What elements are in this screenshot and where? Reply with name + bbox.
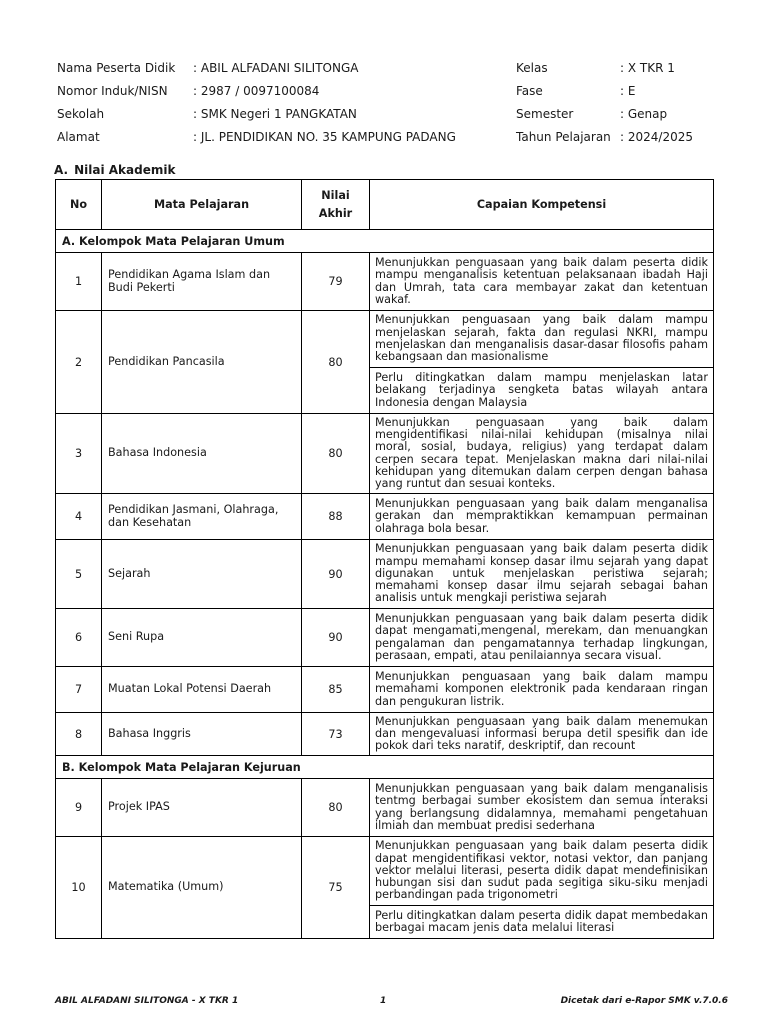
row-no: 9 (56, 779, 102, 837)
footer-printed-by: Dicetak dari e-Rapor SMK v.7.0.6 (560, 996, 728, 1006)
info-value: : X TKR 1 (620, 60, 675, 75)
header-subject: Mata Pelajaran (102, 180, 302, 230)
row-competency: Menunjukkan penguasaan yang baik dalam peserta didik mampu memahami konsep dasar ilmu sejarah yang dapat digunakan untuk menjelaskan peristiwa sejarah; memahami konsep dasar ilmu sejarah sebagai bahan analisis untuk mengkaji peristiwa sejarah (370, 540, 714, 609)
row-grade: 75 (302, 837, 370, 939)
row-no: 3 (56, 414, 102, 494)
row-subject: Pendidikan Pancasila (102, 311, 302, 414)
info-value: : ABIL ALFADANI SILITONGA (193, 60, 359, 75)
header-grade-line1: Nilai (321, 189, 350, 203)
row-competency: Menunjukkan penguasaan yang baik dalam mampu menjelaskan sejarah, fakta dan regulasi NKRI, mampu menjelaskan dan menganalisis dasar-dasar filosofis paham kebangsaan dan masionalisme (370, 311, 714, 368)
row-grade: 79 (302, 253, 370, 311)
group-b-label: B. Kelompok Mata Pelajaran Kejuruan (56, 756, 714, 779)
row-no: 7 (56, 667, 102, 713)
section-name: Nilai Akademik (74, 163, 176, 177)
info-label: Sekolah (57, 106, 105, 121)
row-competency: Menunjukkan penguasaan yang baik dalam mampu memahami komponen elektronik pada kendaraan ringan dan pengukuran listrik. (370, 667, 714, 713)
footer-page-number: 1 (380, 996, 387, 1006)
row-no: 5 (56, 540, 102, 609)
row-competency: Menunjukkan penguasaan yang baik dalam menemukan dan mengevaluasi informasi berupa detil spesifik dan ide pokok dari teks naratif, deskriptif, dan recount (370, 713, 714, 756)
table-header (56, 180, 714, 230)
info-label: Kelas (516, 60, 548, 75)
info-value: : Genap (620, 106, 668, 121)
row-no: 4 (56, 494, 102, 540)
table-row (56, 837, 714, 906)
info-row (57, 125, 737, 148)
group-row (56, 756, 714, 779)
info-value: : 2024/2025 (620, 129, 693, 144)
info-row (57, 79, 737, 102)
header-grade (302, 180, 370, 230)
row-subject: Pendidikan Jasmani, Olahraga, dan Kesehatan (102, 494, 302, 540)
row-no: 6 (56, 609, 102, 667)
row-subject: Sejarah (102, 540, 302, 609)
info-value: : SMK Negeri 1 PANGKATAN (193, 106, 357, 121)
row-competency: Menunjukkan penguasaan yang baik dalam menganalisa gerakan dan mempraktikkan kemampuan permainan olahraga bola besar. (370, 494, 714, 540)
row-grade: 90 (302, 609, 370, 667)
info-row (57, 102, 737, 125)
section-letter: A. (54, 163, 69, 177)
table-row (56, 414, 714, 494)
header-no: No (56, 180, 102, 230)
table-row (56, 311, 714, 368)
group-a-label: A. Kelompok Mata Pelajaran Umum (56, 230, 714, 253)
row-no: 10 (56, 837, 102, 939)
row-competency: Menunjukkan penguasaan yang baik dalam peserta didik dapat mengidentifikasi vektor, notasi vektor, dan panjang vektor melalui literasi, peserta didik dapat mendefinisikan hubungan sisi dan sudut pada segitiga siku-siku menjadi perbandingan pada trigonometri (370, 837, 714, 906)
row-subject: Bahasa Indonesia (102, 414, 302, 494)
info-label: Alamat (57, 129, 100, 144)
table-row (56, 540, 714, 609)
table-row (56, 713, 714, 756)
table-row (56, 253, 714, 311)
section-title (54, 163, 181, 177)
row-competency: Menunjukkan penguasaan yang baik dalam peserta didik dapat mengamati,mengenal, merekam, dan menuangkan pengalaman dan pengamatannya terhadap lingkungan, perasaan, empati, atau penilaiannya secara visual. (370, 609, 714, 667)
row-subject: Matematika (Umum) (102, 837, 302, 939)
group-row (56, 230, 714, 253)
info-label: Nomor Induk/NISN (57, 83, 168, 98)
row-grade: 90 (302, 540, 370, 609)
row-grade: 88 (302, 494, 370, 540)
row-grade: 85 (302, 667, 370, 713)
grades-table (55, 179, 714, 939)
row-competency: Menunjukkan penguasaan yang baik dalam peserta didik mampu menganalisis ketentuan pelaksanaan ibadah Haji dan Umrah, tata cara membayar zakat dan ketentuan wakaf. (370, 253, 714, 311)
info-label: Fase (516, 83, 543, 98)
row-no: 2 (56, 311, 102, 414)
table-row (56, 609, 714, 667)
info-label: Tahun Pelajaran (516, 129, 611, 144)
table-row (56, 667, 714, 713)
row-subject: Seni Rupa (102, 609, 302, 667)
info-label: Semester (516, 106, 574, 121)
info-value: : JL. PENDIDIKAN NO. 35 KAMPUNG PADANG (193, 129, 456, 144)
info-value: : E (620, 83, 636, 98)
row-grade: 80 (302, 414, 370, 494)
info-value: : 2987 / 0097100084 (193, 83, 320, 98)
row-subject: Muatan Lokal Potensi Daerah (102, 667, 302, 713)
table-row (56, 494, 714, 540)
row-subject: Bahasa Inggris (102, 713, 302, 756)
row-no: 1 (56, 253, 102, 311)
row-subject: Pendidikan Agama Islam dan Budi Pekerti (102, 253, 302, 311)
row-grade: 80 (302, 311, 370, 414)
row-subject: Projek IPAS (102, 779, 302, 837)
table-row (56, 779, 714, 837)
row-grade: 73 (302, 713, 370, 756)
row-competency: Menunjukkan penguasaan yang baik dalam mengidentifikasi nilai-nilai kehidupan (misalnya nilai moral, sosial, budaya, religius) yang terdapat dalam cerpen secara tepat. Menjelaskan makna dari nilai-nilai kehidupan yang ditemukan dalam cerpen dengan bahasa yang runtut dan sesuai konteks. (370, 414, 714, 494)
info-label: Nama Peserta Didik (57, 60, 176, 75)
header-grade-line2: Akhir (318, 206, 353, 220)
header-competency: Capaian Kompetensi (370, 180, 714, 230)
row-grade: 80 (302, 779, 370, 837)
row-competency-improve: Perlu ditingkatkan dalam peserta didik dapat membedakan berbagai macam jenis data melalui literasi (370, 906, 714, 939)
student-info (57, 56, 737, 148)
row-no: 8 (56, 713, 102, 756)
row-competency: Menunjukkan penguasaan yang baik dalam menganalisis tentmg berbagai sumber ekosistem dan semua interaksi yang berlangsung didalamnya, memahami pengetahuan ilmiah dan membuat predisi sederhana (370, 779, 714, 837)
footer-student: ABIL ALFADANI SILITONGA - X TKR 1 (55, 996, 239, 1006)
row-competency-improve: Perlu ditingkatkan dalam mampu menjelaskan latar belakang terjadinya sengketa batas wilayah antara Indonesia dengan Malaysia (370, 368, 714, 414)
info-row (57, 56, 737, 79)
